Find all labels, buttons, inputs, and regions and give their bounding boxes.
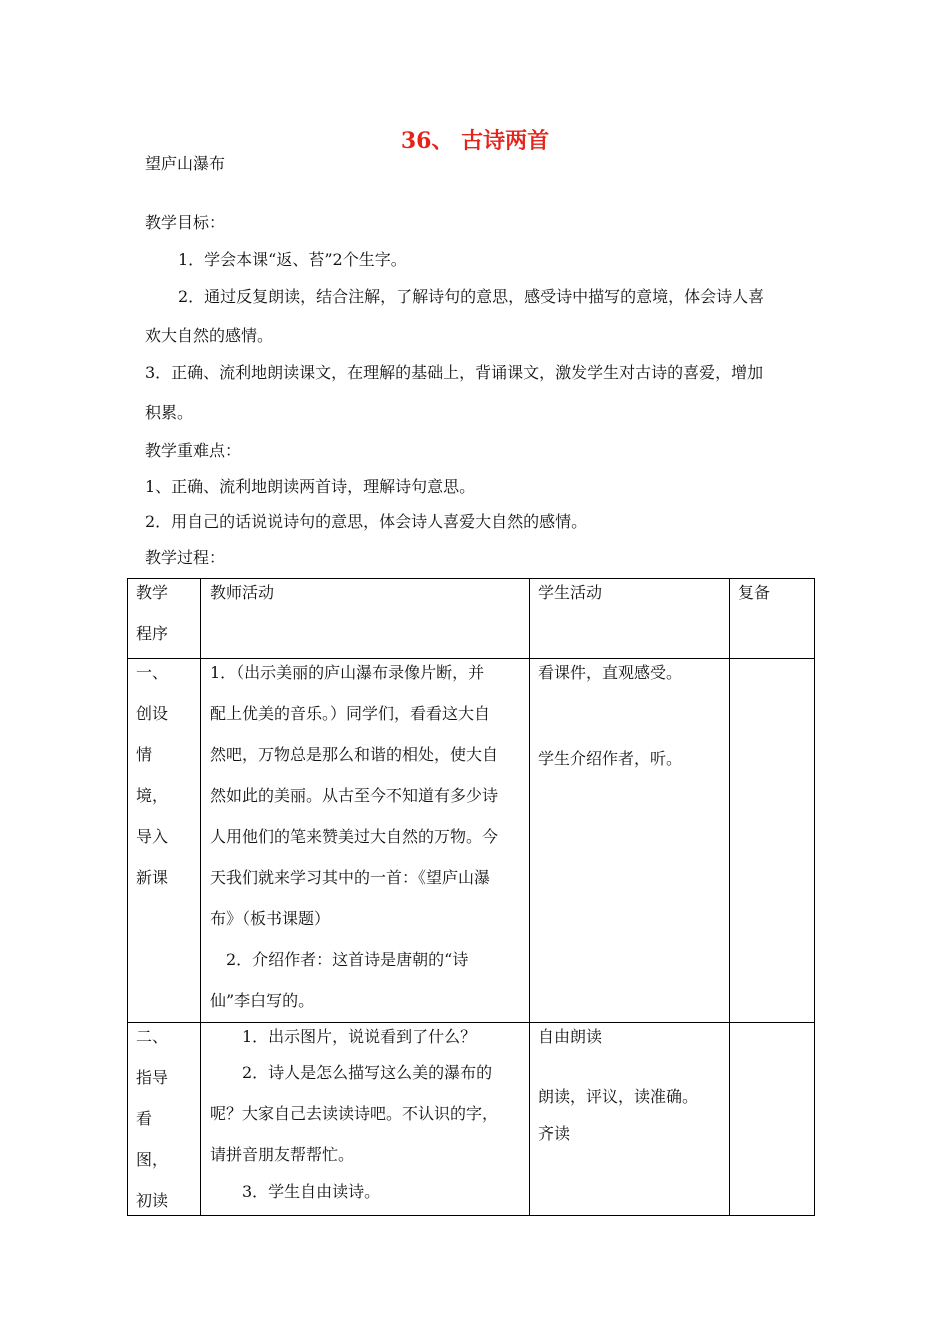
poem-subtitle: 望庐山瀑布 <box>145 154 226 173</box>
objective-line: 1．学会本课“返、苔”2个生字。 <box>178 250 407 269</box>
row1-teacher-line: 人用他们的笔来赞美过大自然的万物。今 <box>210 827 499 846</box>
header-stage: 程序 <box>136 624 169 643</box>
table-border-right <box>814 578 815 1216</box>
row2-student-line: 自由朗读 <box>538 1027 603 1046</box>
process-heading: 教学过程： <box>145 548 226 567</box>
row1-stage: 一、 <box>136 663 169 682</box>
objectives-heading: 教学目标： <box>145 213 226 232</box>
row1-teacher-line: 然吧，万物总是那么和谐的相处，使大自 <box>210 745 499 764</box>
row2-stage: 图， <box>136 1150 169 1169</box>
objective-line: 3．正确、流利地朗读课文，在理解的基础上，背诵课文，激发学生对古诗的喜爱，增加 <box>145 363 764 382</box>
row2-teacher-line: 呢？大家自己去读读诗吧。不认识的字， <box>210 1104 499 1123</box>
row1-student-line: 看课件，直观感受。 <box>538 663 683 682</box>
row2-teacher-line: 3．学生自由读诗。 <box>242 1182 381 1201</box>
key-points-heading: 教学重难点： <box>145 441 242 460</box>
row1-stage: 创设 <box>136 704 169 723</box>
table-border-bottom <box>127 1215 815 1216</box>
row1-student-line: 学生介绍作者，听。 <box>538 749 683 768</box>
header-stage: 教学 <box>136 583 169 602</box>
row2-stage: 指导 <box>136 1068 169 1087</box>
key-point-line: 2．用自己的话说说诗句的意思，体会诗人喜爱大自然的感情。 <box>145 512 588 531</box>
objective-line: 积累。 <box>145 403 194 422</box>
table-row-divider <box>127 1022 815 1023</box>
row1-teacher-line: 然如此的美丽。从古至今不知道有多少诗 <box>210 786 499 805</box>
row2-teacher-line: 2．诗人是怎么描写这么美的瀑布的 <box>242 1063 493 1082</box>
row2-teacher-line: 请拼音朋友帮帮忙。 <box>210 1145 355 1164</box>
table-border-left <box>127 578 128 1216</box>
table-col-divider <box>529 578 530 1216</box>
table-row-divider <box>127 658 815 659</box>
objective-line: 欢大自然的感情。 <box>145 326 274 345</box>
row2-stage: 初读 <box>136 1191 169 1210</box>
row1-teacher-line: 1．（出示美丽的庐山瀑布录像片断，并 <box>210 663 485 682</box>
key-point-line: 1、正确、流利地朗读两首诗，理解诗句意思。 <box>145 477 476 496</box>
objective-line: 2．通过反复朗读，结合注解，了解诗句的意思，感受诗中描写的意境，体会诗人喜 <box>178 287 765 306</box>
row1-teacher-line: 配上优美的音乐。）同学们，看看这大自 <box>210 704 491 723</box>
row1-stage: 导入 <box>136 827 169 846</box>
row2-stage: 看 <box>136 1109 153 1128</box>
row2-student-line: 齐读 <box>538 1124 571 1143</box>
row1-stage: 情 <box>136 745 153 764</box>
header-student: 学生活动 <box>538 583 603 602</box>
row1-teacher-line: 2．介绍作者：这首诗是唐朝的“诗 <box>226 950 469 969</box>
row1-stage: 新课 <box>136 868 169 887</box>
table-col-divider <box>729 578 730 1216</box>
header-review: 复备 <box>738 583 771 602</box>
page-title: 36、 古诗两首 <box>400 128 550 154</box>
header-teacher: 教师活动 <box>210 583 275 602</box>
row2-stage: 二、 <box>136 1027 169 1046</box>
table-col-divider <box>200 578 201 1216</box>
row1-teacher-line: 仙”李白写的。 <box>210 991 315 1010</box>
row1-teacher-line: 布》（板书课题） <box>210 909 331 928</box>
table-border-top <box>127 578 815 579</box>
row2-teacher-line: 1．出示图片，说说看到了什么？ <box>242 1027 477 1046</box>
row2-student-line: 朗读，评议，读准确。 <box>538 1087 699 1106</box>
row1-teacher-line: 天我们就来学习其中的一首：《望庐山瀑 <box>210 868 491 887</box>
row1-stage: 境， <box>136 786 169 805</box>
